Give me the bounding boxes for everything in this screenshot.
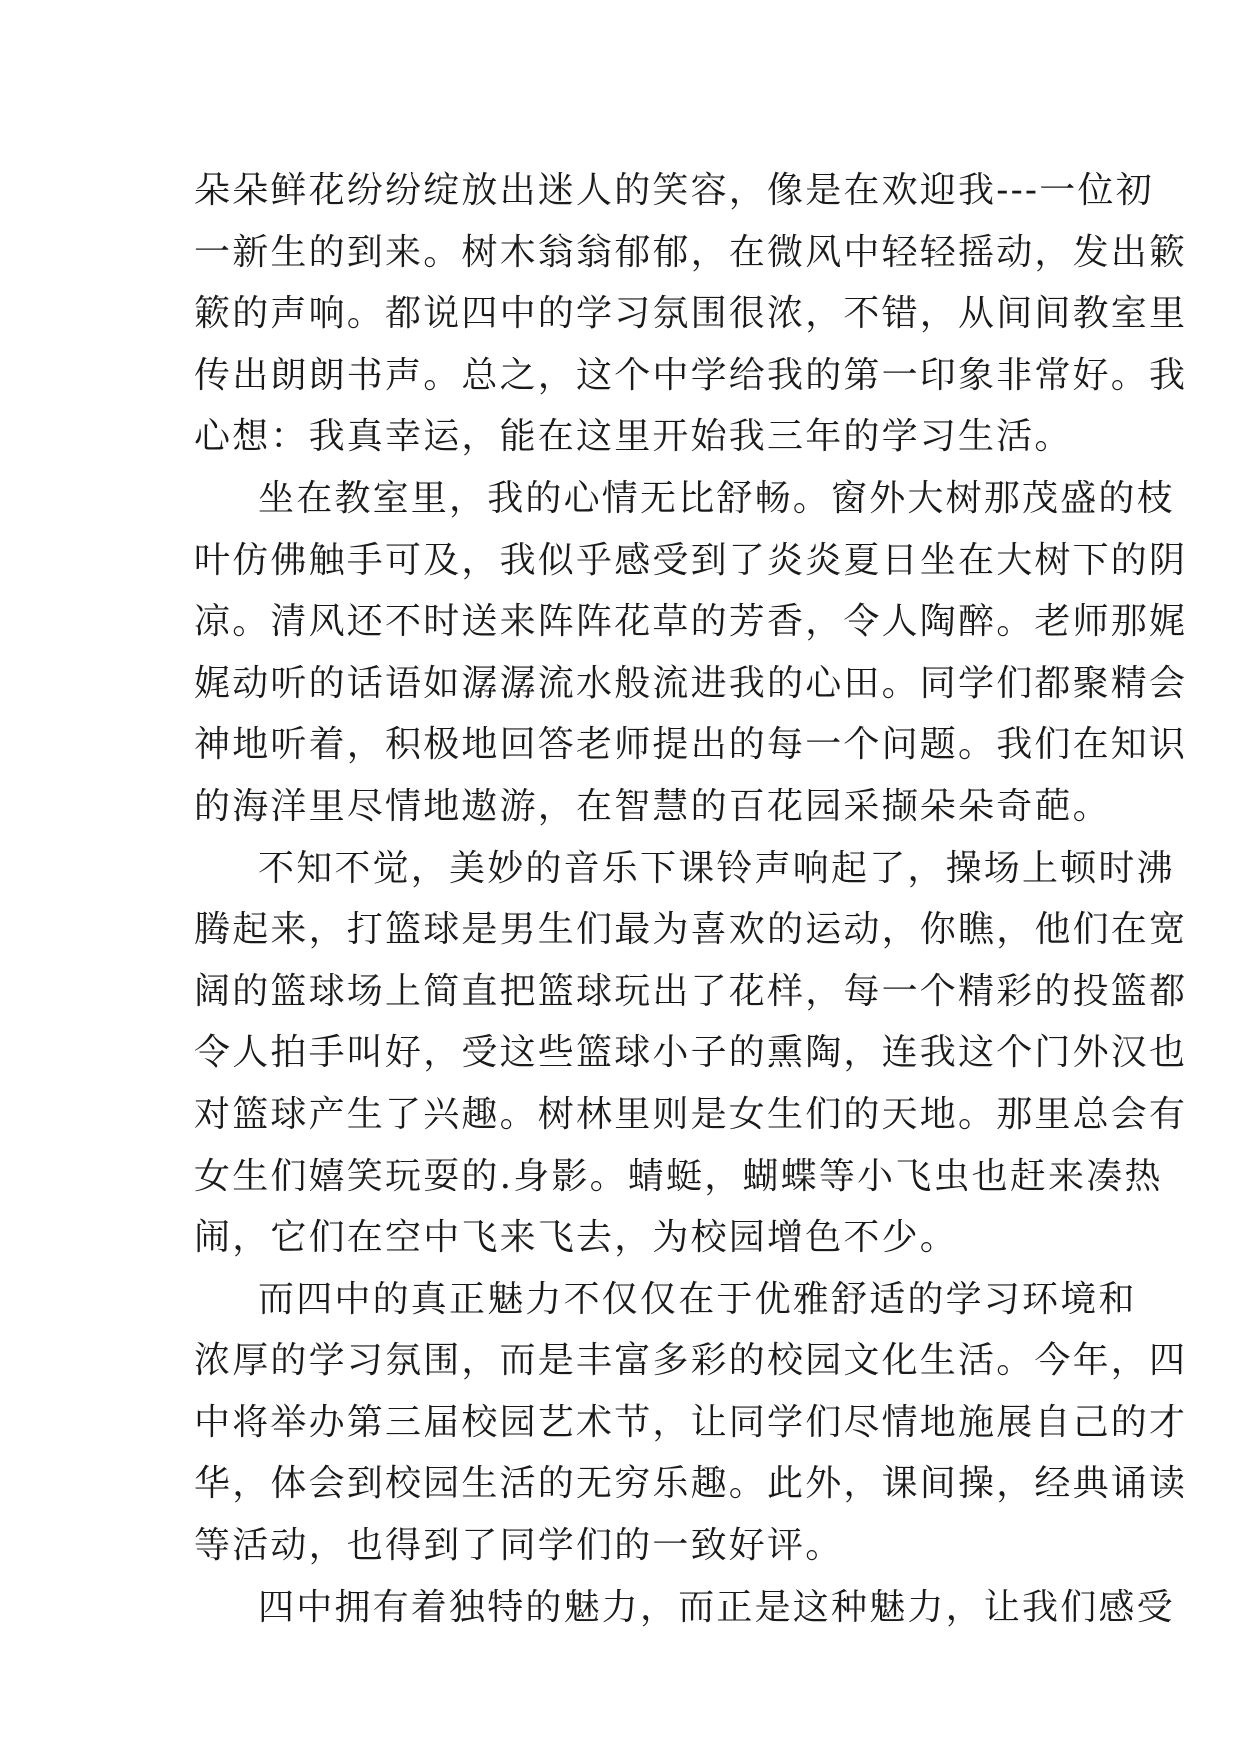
text-line: 等活动，也得到了同学们的一致好评。: [194, 1525, 844, 1567]
text-line: 传出朗朗书声。总之，这个中学给我的第一印象非常好。我: [194, 354, 1188, 396]
text-line: 对篮球产生了兴趣。树林里则是女生们的天地。那里总会有: [194, 1093, 1188, 1135]
text-line: 凉。清风还不时送来阵阵花草的芳香，令人陶醉。老师那娓: [194, 601, 1188, 643]
text-line: 神地听着，积极地回答老师提出的每一个问题。我们在知识: [194, 724, 1188, 766]
text-line: 中将举办第三届校园艺术节，让同学们尽情地施展自己的才: [194, 1401, 1188, 1443]
text-line: 坐在教室里，我的心情无比舒畅。窗外大树那茂盛的枝: [258, 477, 1175, 519]
text-line: 令人拍手叫好，受这些篮球小子的熏陶，连我这个门外汉也: [194, 1032, 1188, 1074]
text-line: 浓厚的学习氛围，而是丰富多彩的校园文化生活。今年，四: [194, 1340, 1188, 1382]
text-line: 阔的篮球场上简直把篮球玩出了花样，每一个精彩的投篮都: [194, 970, 1188, 1012]
text-line: 一新生的到来。树木翁翁郁郁，在微风中轻轻摇动，发出簌: [194, 231, 1188, 273]
body-text: [194, 160, 1188, 1638]
text-line: 娓动听的话语如潺潺流水般流进我的心田。同学们都聚精会: [194, 662, 1188, 704]
text-line: 而四中的真正魅力不仅仅在于优雅舒适的学习环境和: [258, 1278, 1137, 1320]
text-line: 闹，它们在空中飞来飞去，为校园增色不少。: [194, 1217, 959, 1259]
text-line: 朵朵鲜花纷纷绽放出迷人的笑容，像是在欢迎我---一位初: [194, 170, 1154, 211]
text-line: 簌的声响。都说四中的学习氛围很浓，不错，从间间教室里: [194, 293, 1188, 335]
text-line: 叶仿佛触手可及，我似乎感受到了炎炎夏日坐在大树下的阴: [194, 539, 1188, 581]
text-line: 华，体会到校园生活的无穷乐趣。此外，课间操，经典诵读: [194, 1463, 1188, 1505]
text-line: 心想：我真幸运，能在这里开始我三年的学习生活。: [194, 416, 1073, 458]
text-line: 腾起来，打篮球是男生们最为喜欢的运动，你瞧，他们在宽: [194, 909, 1188, 951]
text-line: 不知不觉，美妙的音乐下课铃声响起了，操场上顿时沸: [258, 847, 1175, 889]
text-line: 女生们嬉笑玩耍的.身影。蜻蜓，蝴蝶等小飞虫也赶来凑热: [194, 1155, 1163, 1197]
text-line: 四中拥有着独特的魅力，而正是这种魅力，让我们感受: [258, 1586, 1175, 1628]
text-line: 的海洋里尽情地遨游，在智慧的百花园采撷朵朵奇葩。: [194, 785, 1111, 827]
